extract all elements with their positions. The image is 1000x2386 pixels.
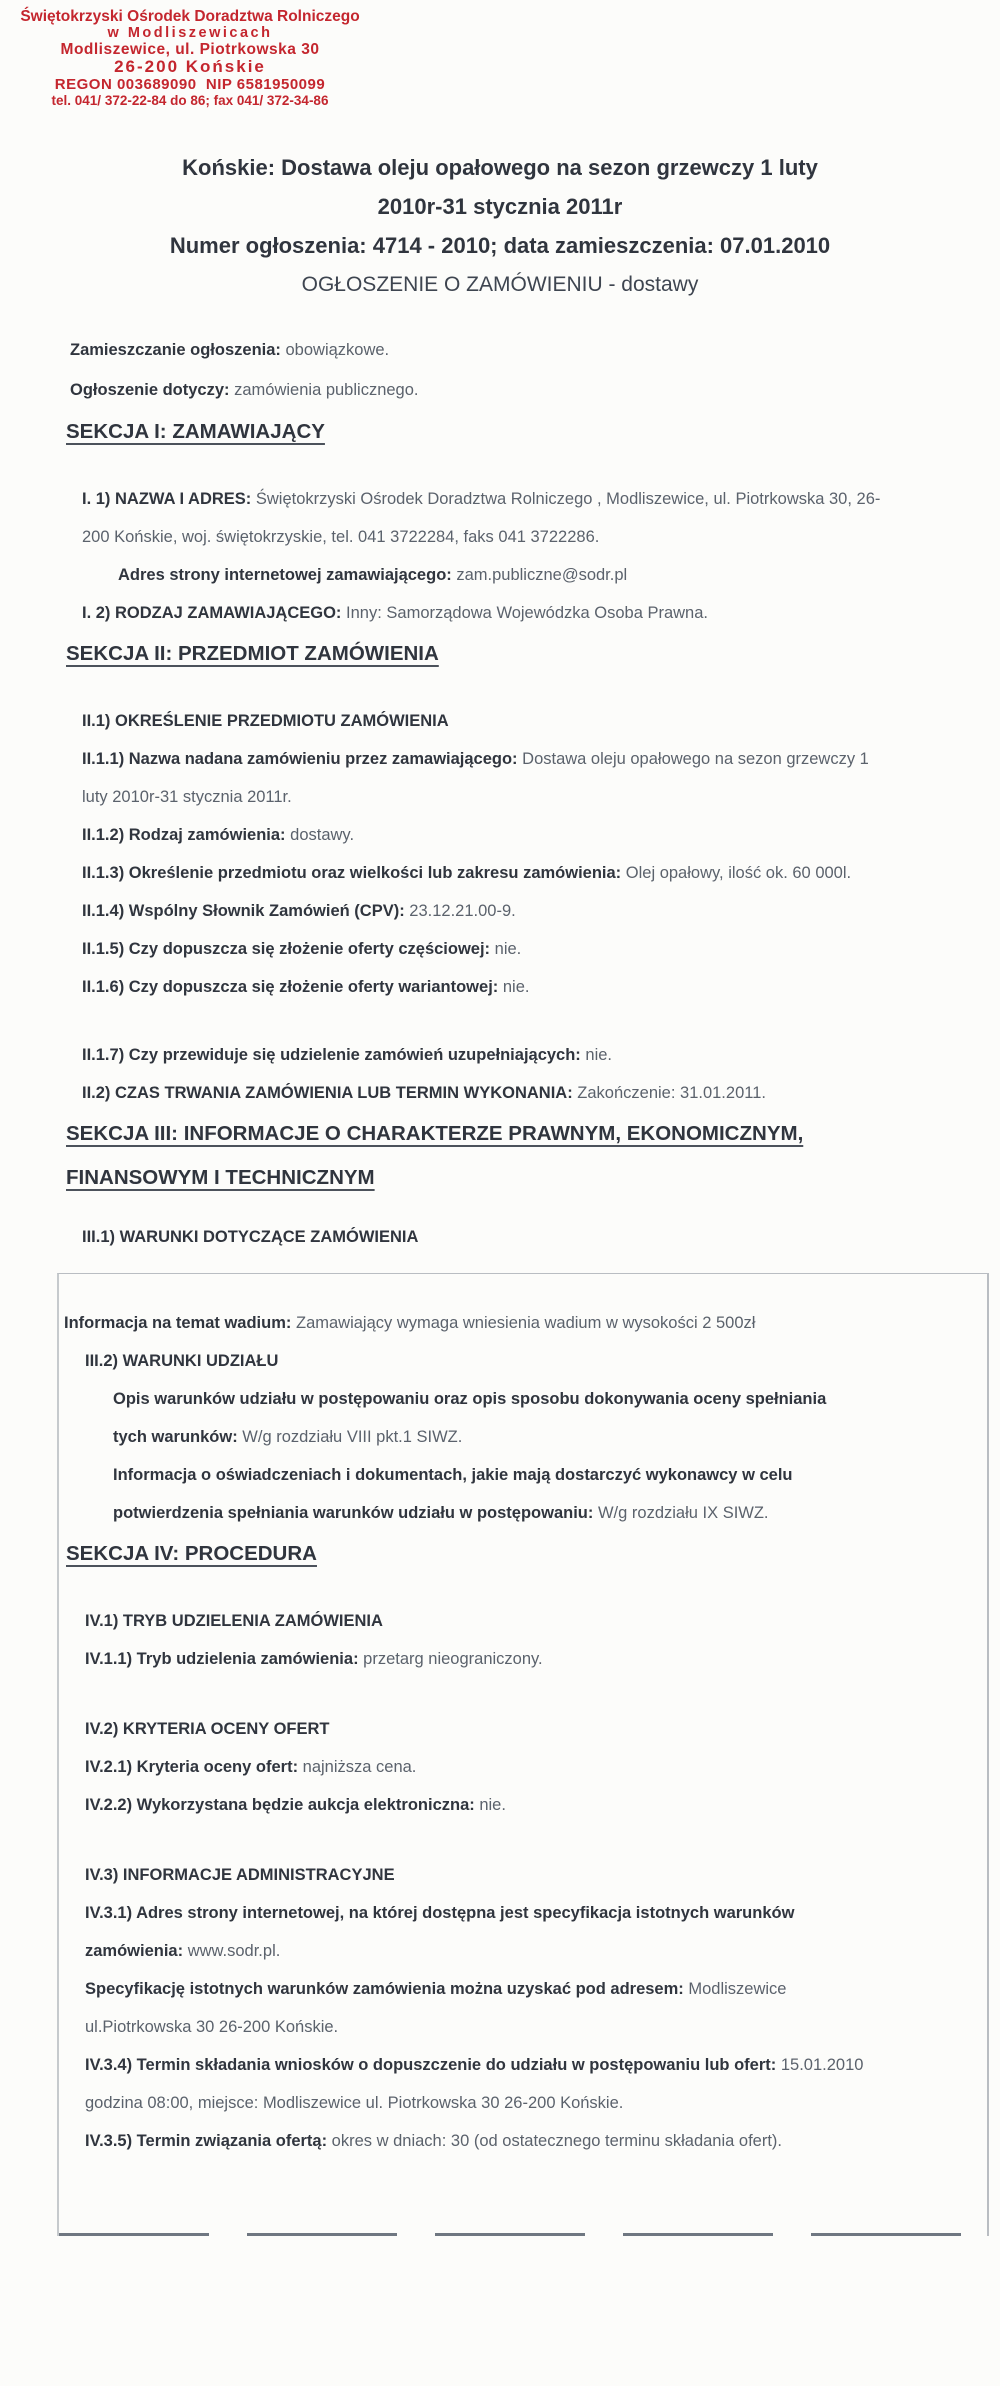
item-i-2-type xyxy=(82,594,882,632)
stamp-organization-name: Świętokrzyski Ośrodek Doradztwa Rolniczego xyxy=(20,8,360,25)
item-ii-1-7-label: II.1.7) Czy przewiduje się udzielenie zamówień uzupełniających: xyxy=(82,1046,581,1064)
item-ii-1-1-label: II.1.1) Nazwa nadana zamówieniu przez zamawiającego: xyxy=(82,750,518,768)
item-website-value: zam.publiczne@sodr.pl xyxy=(456,566,628,584)
item-iv-3-5-label: IV.3.5) Termin związania ofertą: xyxy=(85,2132,328,2150)
subheading-iv-3: IV.3) INFORMACJE ADMINISTRACYJNE xyxy=(85,1866,395,1884)
section-ii-body xyxy=(0,702,1000,1112)
announcement-type-line: OGŁOSZENIE O ZAMÓWIENIU - dostawy xyxy=(301,273,699,296)
item-website xyxy=(118,556,898,594)
item-conditions xyxy=(113,1380,858,1456)
page-title-line-1: Końskie: Dostawa oleju opałowego na sezon grzewczy 1 luty xyxy=(182,155,818,180)
item-iv-2-1-label: IV.2.1) Kryteria oceny ofert: xyxy=(85,1758,299,1776)
item-ii-1-6 xyxy=(82,968,882,1006)
notice-concerns-label: Ogłoszenie dotyczy: xyxy=(70,381,230,399)
stamp-phone-fax: tel. 041/ 372-22-84 do 86; fax 041/ 372-34-86 xyxy=(51,93,329,108)
intro-block xyxy=(0,330,1000,410)
item-wadium-value: Zamawiający wymaga wniesienia wadium w wysokości 2 500zł xyxy=(295,1314,756,1332)
item-iv-1-1 xyxy=(85,1640,885,1678)
posting-obligation-label: Zamieszczanie ogłoszenia: xyxy=(70,341,281,359)
section-iii-heading-line-2: FINANSOWYM I TECHNICZNYM xyxy=(66,1166,375,1189)
item-iv-2-2 xyxy=(85,1786,885,1824)
item-ii-1-3-label: II.1.3) Określenie przedmiotu oraz wielkości lub zakresu zamówienia: xyxy=(82,864,622,882)
subheading-iii-1: III.1) WARUNKI DOTYCZĄCE ZAMÓWIENIA xyxy=(82,1228,419,1246)
item-conditions-value: W/g rozdziału VIII pkt.1 SIWZ. xyxy=(242,1428,463,1446)
item-iv-3-4-label: IV.3.4) Termin składania wniosków o dopuszczenie do udziału w postępowaniu lub ofert: xyxy=(85,2056,777,2074)
item-iv-2-1-value: najniższa cena. xyxy=(302,1758,417,1776)
section-iii-heading-line-1: SEKCJA III: INFORMACJE O CHARAKTERZE PRAWNYM, EKONOMICZNYM, xyxy=(66,1122,804,1145)
item-i-1-value: Świętokrzyski Ośrodek Doradztwa Rolniczego , Modliszewice, ul. Piotrkowska 30, 26-200 Końskie, woj. świętokrzyskie, tel. 041 3722284, faks 041 3722286. xyxy=(82,490,881,546)
item-ii-2 xyxy=(82,1074,882,1112)
item-i-1-label: I. 1) NAZWA I ADRES: xyxy=(82,490,252,508)
item-ii-1-2-value: dostawy. xyxy=(290,826,355,844)
item-wadium-label: Informacja na temat wadium: xyxy=(64,1314,292,1332)
stamp-postal-city: 26-200 Końskie xyxy=(114,57,266,76)
item-website-label: Adres strony internetowej zamawiającego: xyxy=(118,566,452,584)
item-iv-2-1 xyxy=(85,1748,885,1786)
section-iii-body xyxy=(59,1304,987,1532)
item-iv-3-5 xyxy=(85,2122,885,2160)
stamp-street: Modliszewice, ul. Piotrkowska 30 xyxy=(60,41,320,58)
section-ii-items xyxy=(0,740,1000,1006)
stamp-locality: w Modliszewicach xyxy=(107,25,273,41)
box-bottom-dashed-line xyxy=(59,2233,987,2236)
item-i-2-label: I. 2) RODZAJ ZAMAWIAJĄCEGO: xyxy=(82,604,342,622)
section-iv-mode-group xyxy=(59,1602,987,1678)
item-i-1-name-address xyxy=(82,480,882,556)
item-iv-3-4-value: 15.01.2010 godzina 08:00, miejsce: Modliszewice ul. Piotrkowska 30 26-200 Końskie. xyxy=(85,2056,864,2112)
section-iii-heading xyxy=(66,1112,1000,1200)
item-ii-1-1 xyxy=(82,740,882,816)
item-ii-1-7 xyxy=(82,1036,882,1074)
item-ii-1-3-value: Olej opałowy, ilość ok. 60 000l. xyxy=(625,864,852,882)
item-iv-3-1 xyxy=(85,1894,885,1970)
posting-obligation-line xyxy=(70,330,1000,370)
item-documents-value: W/g rozdziału IX SIWZ. xyxy=(597,1504,769,1522)
item-ii-2-label: II.2) CZAS TRWANIA ZAMÓWIENIA LUB TERMIN WYKONANIA: xyxy=(82,1084,573,1102)
item-documents-label: Informacja o oświadczeniach i dokumentach, jakie mają dostarczyć wykonawcy w celu potwierdzenia spełniania warunków udziału w postępowaniu: xyxy=(113,1466,793,1522)
section-iv-criteria-group xyxy=(59,1710,987,1824)
item-ii-1-6-value: nie. xyxy=(502,978,530,996)
subheading-iii-2: III.2) WARUNKI UDZIAŁU xyxy=(85,1352,279,1370)
item-ii-1-7-value: nie. xyxy=(585,1046,613,1064)
notice-concerns-line xyxy=(70,370,1000,410)
item-wadium xyxy=(64,1304,914,1342)
item-iv-3-5-value: okres w dniach: 30 (od ostatecznego terminu składania ofert). xyxy=(331,2132,782,2150)
section-i-heading: SEKCJA I: ZAMAWIAJĄCY xyxy=(66,420,325,443)
section-iv-admin-group xyxy=(59,1856,987,2160)
item-iv-1-1-label: IV.1.1) Tryb udzielenia zamówienia: xyxy=(85,1650,359,1668)
item-ii-1-4-value: 23.12.21.00-9. xyxy=(409,902,516,920)
organization-stamp xyxy=(12,8,368,108)
item-ii-1-5-label: II.1.5) Czy dopuszcza się złożenie oferty częściowej: xyxy=(82,940,491,958)
item-iv-2-2-label: IV.2.2) Wykorzystana będzie aukcja elektroniczna: xyxy=(85,1796,475,1814)
posting-obligation-value: obowiązkowe. xyxy=(285,341,390,359)
page-title-line-2: 2010r-31 stycznia 2011r xyxy=(377,194,623,219)
item-iv-2-2-value: nie. xyxy=(479,1796,506,1814)
item-iv-3-1-value: www.sodr.pl. xyxy=(187,1942,281,1960)
item-ii-1-5-value: nie. xyxy=(494,940,522,958)
item-spec-address-label: Specyfikację istotnych warunków zamówienia można uzyskać pod adresem: xyxy=(85,1980,684,1998)
item-i-2-value: Inny: Samorządowa Wojewódzka Osoba Prawna. xyxy=(346,604,708,622)
item-iv-1-1-value: przetarg nieograniczony. xyxy=(363,1650,543,1668)
subheading-iv-1: IV.1) TRYB UDZIELENIA ZAMÓWIENIA xyxy=(85,1612,383,1630)
item-ii-1-3 xyxy=(82,854,882,892)
item-spec-address-value: Modliszewice ul.Piotrkowska 30 26-200 Końskie. xyxy=(85,1980,787,2036)
announcement-number-line: Numer ogłoszenia: 4714 - 2010; data zamieszczenia: 07.01.2010 xyxy=(169,233,831,258)
item-ii-1-4 xyxy=(82,892,882,930)
section-iv-heading: SEKCJA IV: PROCEDURA xyxy=(66,1542,317,1565)
item-ii-1-4-label: II.1.4) Wspólny Słownik Zamówień (CPV): xyxy=(82,902,405,920)
notice-concerns-value: zamówienia publicznego. xyxy=(234,381,419,399)
item-spec-address xyxy=(85,1970,885,2046)
item-documents xyxy=(113,1456,858,1532)
section-ii-items-2 xyxy=(0,1036,1000,1112)
section-i-body xyxy=(0,480,1000,632)
subheading-ii-1: II.1) OKREŚLENIE PRZEDMIOTU ZAMÓWIENIA xyxy=(82,712,449,730)
item-ii-2-value: Zakończenie: 31.01.2011. xyxy=(577,1084,766,1102)
item-ii-1-2-label: II.1.2) Rodzaj zamówienia: xyxy=(82,826,286,844)
notice-info-box xyxy=(57,1273,989,2236)
section-ii-heading: SEKCJA II: PRZEDMIOT ZAMÓWIENIA xyxy=(66,642,439,665)
stamp-regon-nip: REGON 003689090 NIP 6581950099 xyxy=(54,76,326,93)
subheading-iv-2: IV.2) KRYTERIA OCENY OFERT xyxy=(85,1720,330,1738)
item-iv-3-4 xyxy=(85,2046,885,2122)
item-ii-1-2 xyxy=(82,816,882,854)
item-ii-1-6-label: II.1.6) Czy dopuszcza się złożenie oferty wariantowej: xyxy=(82,978,499,996)
item-ii-1-1-value: Dostawa oleju opałowego na sezon grzewczy 1 luty 2010r-31 stycznia 2011r. xyxy=(82,750,869,806)
item-conditions-label: Opis warunków udziału w postępowaniu oraz opis sposobu dokonywania oceny spełniania tych warunków: xyxy=(113,1390,827,1446)
item-iv-3-1-label: IV.3.1) Adres strony internetowej, na której dostępna jest specyfikacja istotnych warunków zamówienia: xyxy=(85,1904,795,1960)
item-ii-1-5 xyxy=(82,930,882,968)
